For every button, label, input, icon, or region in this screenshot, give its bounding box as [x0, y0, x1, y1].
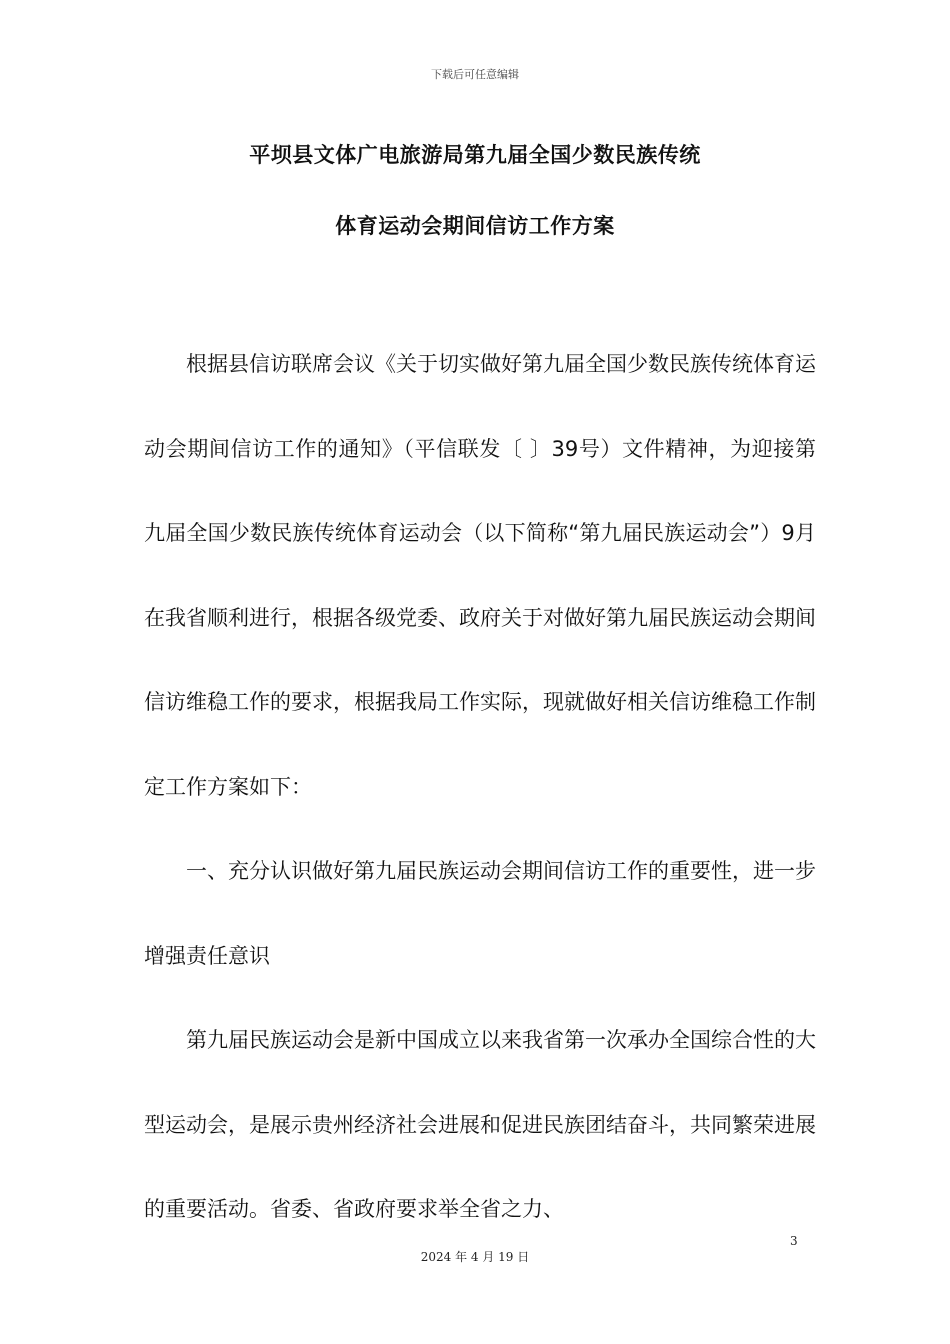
footer-date: 2024 年 4 月 19 日 — [420, 1250, 530, 1264]
header-note: 下载后可任意编辑 — [431, 68, 519, 81]
document-body — [144, 322, 816, 1252]
page-number: 3 — [790, 1234, 798, 1248]
paragraph-section-body: 第九届民族运动会是新中国成立以来我省第一次承办全国综合性的大型运动会，是展示贵州经济社会进展和促进民族团结奋斗，共同繁荣进展的重要活动。省委、省政府要求举全省之力、 — [144, 1028, 816, 1221]
paragraph-section-heading: 一、充分认识做好第九届民族运动会期间信访工作的重要性，进一步增强责任意识 — [144, 859, 816, 968]
document-title-line-2: 体育运动会期间信访工作方案 — [335, 214, 615, 238]
document-title-line-1: 平坝县文体广电旅游局第九届全国少数民族传统 — [249, 143, 701, 167]
paragraph-intro: 根据县信访联席会议《关于切实做好第九届全国少数民族传统体育运动会期间信访工作的通知》（平信联发〔 〕39号）文件精神，为迎接第九届全国少数民族传统体育运动会（以下简称“第九届民族运动会”）9月在我省顺利进行，根据各级党委、政府关于对做好第九届民族运动会期间信访维稳工作的要求，根据我局工作实际，现就做好相关信访维稳工作制定工作方案如下： — [144, 352, 816, 799]
